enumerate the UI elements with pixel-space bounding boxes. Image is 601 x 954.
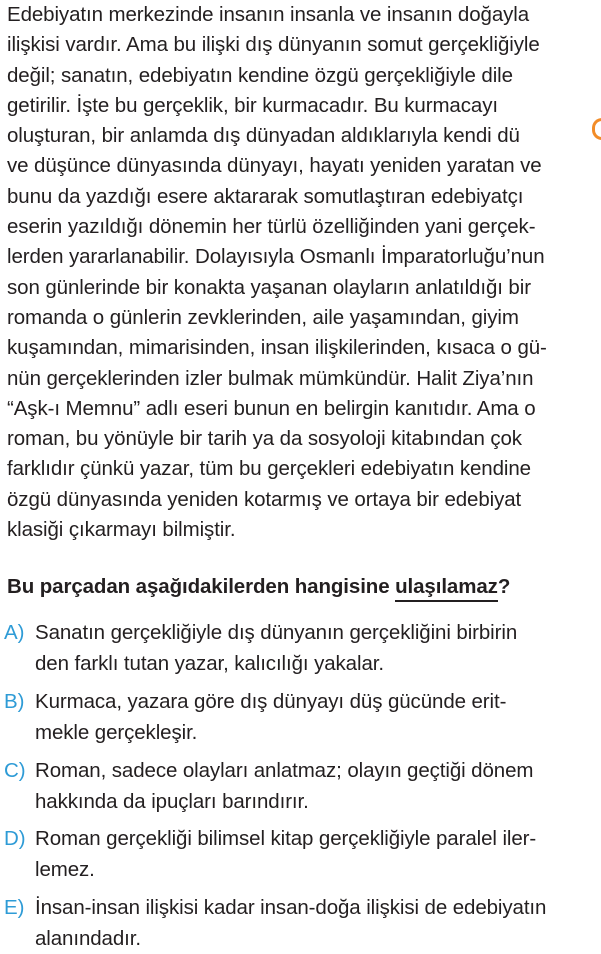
passage-line: romanda o günlerin zevklerinden, aile yaşamından, giyim [7,303,601,333]
option-text [35,893,601,954]
passage-line: bunu da yazdığı esere aktararak somutlaştıran edebiyatçı [7,182,601,212]
option-line: den farklı tutan yazar, kalıcılığı yakalar. [35,649,601,680]
option-text [35,824,601,885]
option-line: hakkında da ipuçları barındırır. [35,787,601,818]
option-letter: A) [4,618,25,649]
option-line: Kurmaca, yazara göre dış dünyayı düş gücünde erit- [35,687,601,718]
option-line: Sanatın gerçekliğiyle dış dünyanın gerçekliğini birbirin [35,618,601,649]
option-letter: D) [4,824,26,855]
passage-line: son günlerinde bir konakta yaşanan olayların anlatıldığı bir [7,273,601,303]
option-text [35,687,601,748]
option-letter: E) [4,893,25,924]
option-letter: B) [4,687,25,718]
option-text [35,756,601,817]
passage-line: kuşamından, mimarisinden, insan ilişkilerinden, kısaca o gü- [7,333,601,363]
passage-line: Edebiyatın merkezinde insanın insanla ve insanın doğayla [7,0,601,30]
passage-line: roman, bu yönüyle bir tarih ya da sosyoloji kitabından çok [7,424,601,454]
option-text [35,618,601,679]
option-line: İnsan-insan ilişkisi kadar insan-doğa ilişkisi de edebiyatın [35,893,601,924]
option-line: Roman gerçekliği bilimsel kitap gerçekliğiyle paralel iler- [35,824,601,855]
passage-line: eserin yazıldığı dönemin her türlü özelliğinden yani gerçek- [7,212,601,242]
option-line: Roman, sadece olayları anlatmaz; olayın geçtiği dönem [35,756,601,787]
passage-line: oluşturan, bir anlamda dış dünyadan aldıklarıyla kendi dü [7,121,601,151]
option-line: mekle gerçekleşir. [35,718,601,749]
passage-line: ilişkisi vardır. Ama bu ilişki dış dünyanın somut gerçekliğiyle [7,30,601,60]
passage-line: lerden yararlanabilir. Dolayısıyla Osmanlı İmparatorluğu’nun [7,242,601,272]
passage-line: getirilir. İşte bu gerçeklik, bir kurmacadır. Bu kurmacayı [7,91,601,121]
question-keyword: ulaşılamaz [395,575,498,602]
passage-line: “Aşk-ı Memnu” adlı eseri bunun en belirgin kanıtıdır. Ama o [7,394,601,424]
passage-line: değil; sanatın, edebiyatın kendine özgü gerçekliğiyle dile [7,61,601,91]
passage-line: ve düşünce dünyasında dünyayı, hayatı yeniden yaratan ve [7,151,601,181]
question-stem [7,572,601,602]
passage-line: nün gerçeklerinden izler bulmak mümkündür. Halit Ziya’nın [7,364,601,394]
option-line: alanındadır. [35,924,601,954]
passage-line: farklıdır çünkü yazar, tüm bu gerçekleri edebiyatın kendine [7,454,601,484]
question-prefix: Bu parçadan aşağıdakilerden hangisine [7,575,395,598]
passage-line: özgü dünyasında yeniden kotarmış ve ortaya bir edebiyat [7,485,601,515]
passage-line: klasiği çıkarmayı bilmiştir. [7,515,601,545]
option-letter: C) [4,756,26,787]
reading-passage [7,0,601,545]
option-line: lemez. [35,855,601,886]
question-suffix: ? [498,575,510,598]
